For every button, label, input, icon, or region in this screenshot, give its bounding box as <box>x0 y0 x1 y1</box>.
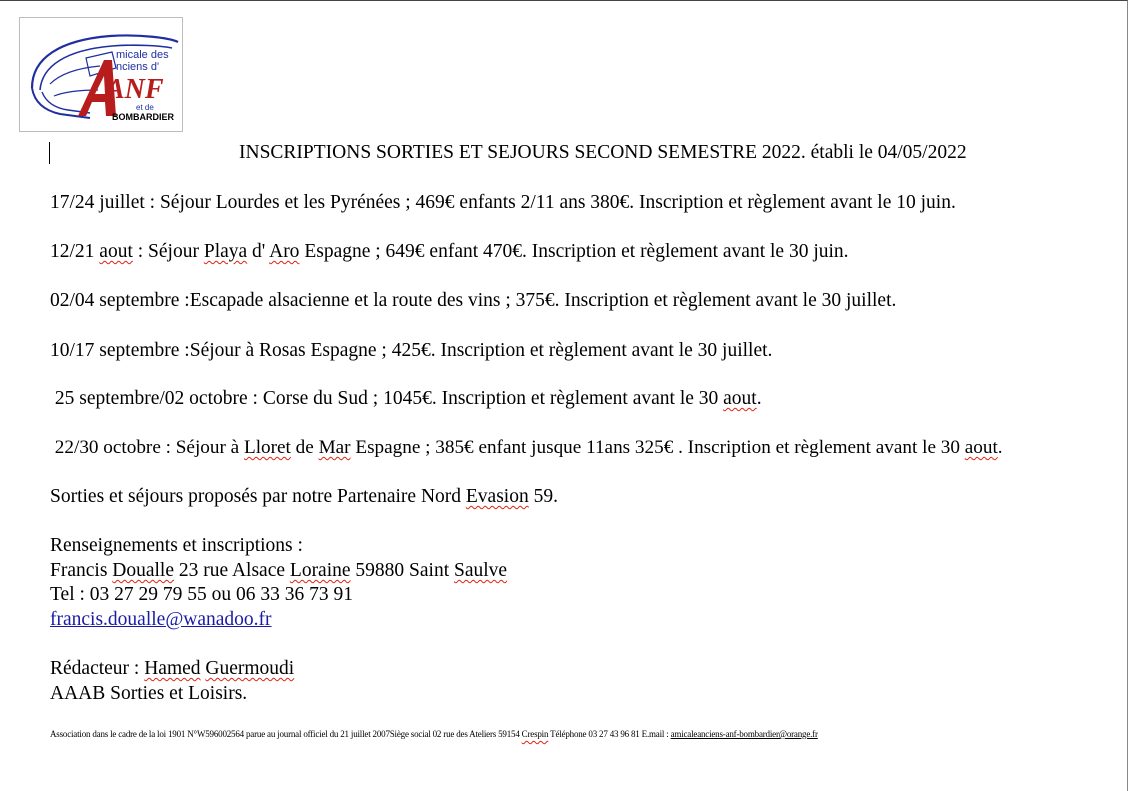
editor-line: Rédacteur : Hamed Guermoudi <box>50 658 295 679</box>
contact-email-line <box>50 608 272 632</box>
footer-email-link[interactable]: amicaleanciens-anf-bombardier@orange.fr <box>670 729 818 739</box>
text-cursor <box>49 142 50 164</box>
spellcheck-word: Loraine <box>289 560 351 581</box>
spellcheck-word: Aro <box>269 241 300 262</box>
spellcheck-word: Mar <box>318 437 351 458</box>
contact-phone: Tel : 03 27 29 79 55 ou 06 33 36 73 91 <box>50 584 354 605</box>
footer-legal-text: Association dans le cadre de la loi 1901 N°W596002564 parue au journal officiel du 21 juillet 2007Siège social 02 rue des Ateliers 59154 Crespin Téléphone 03 27 43 96 81 E.mail : amicaleanciens-anf-bombardier@orange.fr <box>50 729 818 739</box>
logo-text-line2: nciens d' <box>116 61 160 73</box>
spellcheck-word: aout <box>964 437 998 458</box>
association-logo <box>19 17 183 132</box>
trip-line-4: 10/17 septembre :Séjour à Rosas Espagne ; 425€. Inscription et règlement avant le 30 juillet. <box>50 340 773 361</box>
trip-line-3: 02/04 septembre :Escapade alsacienne et la route des vins ; 375€. Inscription et règlement avant le 30 juillet. <box>50 290 897 311</box>
logo-text-line1: micale des <box>116 49 169 61</box>
spellcheck-word: Guermoudi <box>205 658 295 679</box>
trip-line-2: 12/21 aout : Séjour Playa d' Aro Espagne ; 649€ enfant 470€. Inscription et règlement avant le 30 juin. <box>50 241 849 262</box>
trip-line-1: 17/24 juillet : Séjour Lourdes et les Pyrénées ; 469€ enfants 2/11 ans 380€. Inscription et règlement avant le 10 juin. <box>50 192 956 213</box>
email-link[interactable]: francis.doualle@wanadoo.fr <box>50 609 272 630</box>
spellcheck-word: Playa <box>203 241 248 262</box>
spellcheck-word: aout <box>99 241 133 262</box>
editor-group-line: AAAB Sorties et Loisirs. <box>50 683 248 704</box>
contact-heading: Renseignements et inscriptions : <box>50 535 303 556</box>
spellcheck-word: Hamed <box>144 658 201 679</box>
spellcheck-word: aout <box>723 388 757 409</box>
contact-address: Francis Doualle 23 rue Alsace Loraine 59880 Saint Saulve <box>50 560 508 581</box>
logo-text-line4: BOMBARDIER <box>112 112 174 122</box>
logo-text-line3: et de <box>136 103 154 112</box>
document-title: INSCRIPTIONS SORTIES ET SEJOURS SECOND SEMESTRE 2022. établi le 04/05/2022 <box>239 142 967 163</box>
trip-line-6: 22/30 octobre : Séjour à Lloret de Mar Espagne ; 385€ enfant jusque 11ans 325€ . Inscription et règlement avant le 30 aout. <box>50 437 1003 458</box>
spellcheck-word: Doualle <box>112 560 175 581</box>
partner-line: Sorties et séjours proposés par notre Partenaire Nord Evasion 59. <box>50 486 558 507</box>
trip-line-5: 25 septembre/02 octobre : Corse du Sud ; 1045€. Inscription et règlement avant le 30 aout. <box>50 388 762 409</box>
spellcheck-word: Saulve <box>454 560 508 581</box>
spellcheck-word: Crespin <box>521 729 549 739</box>
spellcheck-word: Evasion <box>465 486 529 507</box>
logo-brand-text: ANF <box>106 74 164 105</box>
spellcheck-word: Lloret <box>243 437 291 458</box>
